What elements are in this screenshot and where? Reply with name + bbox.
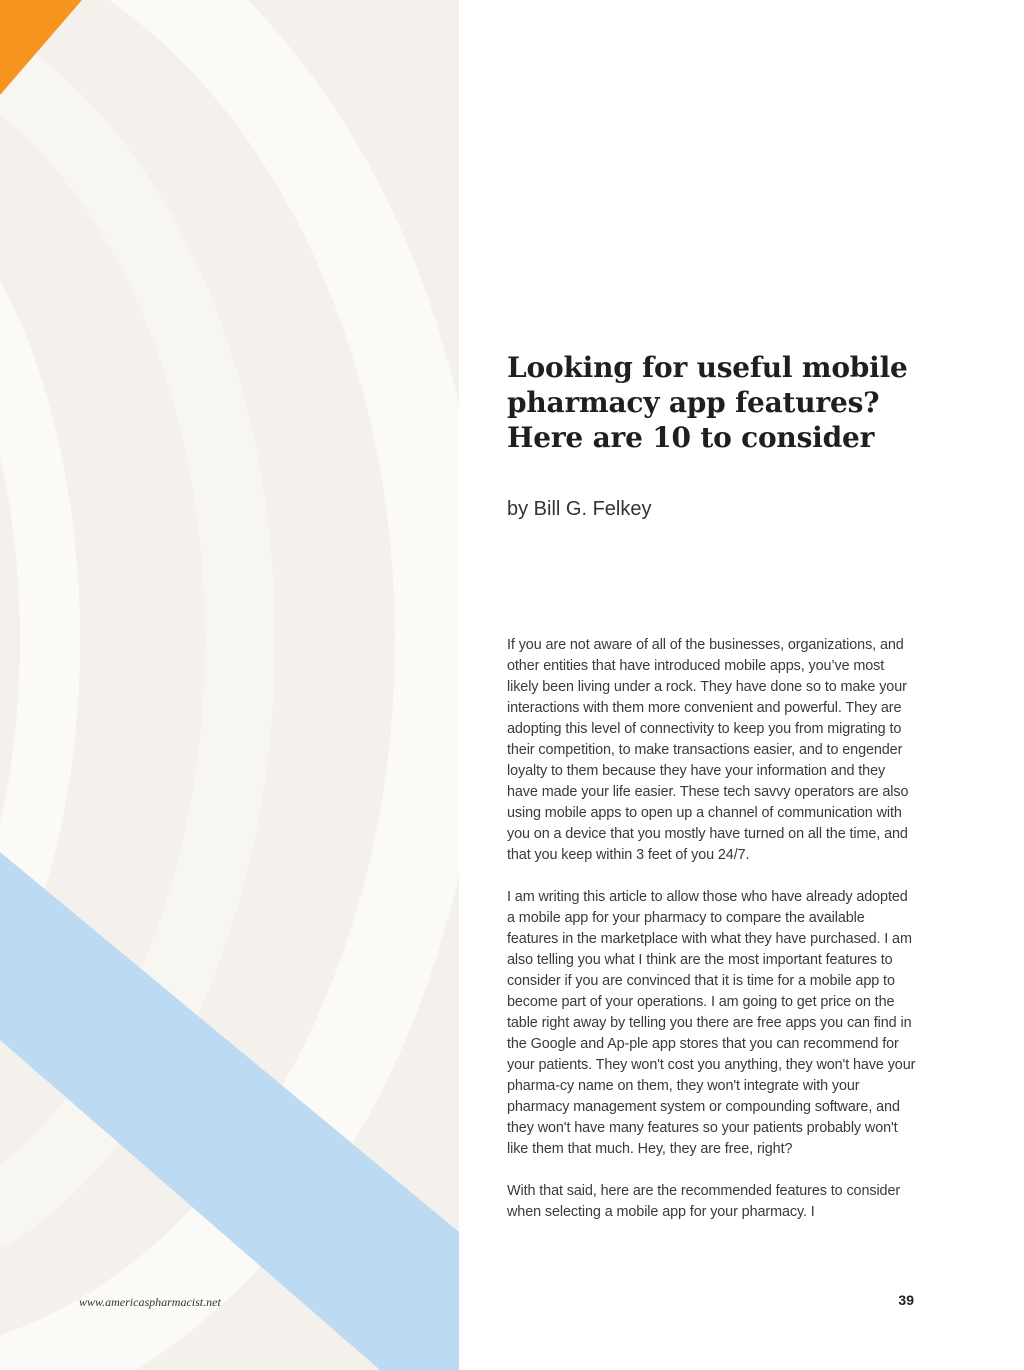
article-body [507, 635, 919, 1244]
page-number: 39 [898, 1292, 914, 1308]
body-paragraph-1: If you are not aware of all of the businesses, organizations, and other entities that have introduced mobile apps, you’ve most likely been living under a rock. They have done so to make your interactions with them more convenient and powerful. They are adopting this level of connectivity to keep you from migrating to their competition, to make transactions easier, and to engender loyalty to them because they have your information and they have made your life easier. These tech savvy operators are also using mobile apps to open up a channel of communication with you on a device that you mostly have turned on all the time, and that you keep within 3 feet of you 24/7. [507, 637, 909, 863]
article-byline: by Bill G. Felkey [507, 498, 652, 520]
title-line-1: Looking for useful mobile [507, 351, 908, 384]
decorative-graphic [0, 0, 459, 1370]
body-paragraph-2: I am writing this article to allow those who have already adopted a mobile app for your pharmacy to compare the available features in the marketplace with what they have purchased. I am also telling you what I think are the most important features to consider if you are convinced that it is time for a mobile app to become part of your operations. I am going to get price on the table right away by telling you there are free apps you can find in the Google and Ap-ple app stores that you can recommend for your patients. They won't cost you anything, they won't have your pharma-cy name on them, they won't integrate with your pharmacy management system or compounding software, and they won't have many features so your patients probably won't like them that much. Hey, they are free, right? [507, 889, 916, 1157]
title-line-2: pharmacy app features? [507, 386, 880, 419]
title-line-3: Here are 10 to consider [507, 421, 875, 454]
body-paragraph-3: With that said, here are the recommended features to consider when selecting a mobile app for your pharmacy. I [507, 1183, 901, 1220]
decorative-side-panel [0, 0, 459, 1370]
footer-website-url: www.americaspharmacist.net [79, 1295, 221, 1309]
article-title [507, 350, 947, 455]
